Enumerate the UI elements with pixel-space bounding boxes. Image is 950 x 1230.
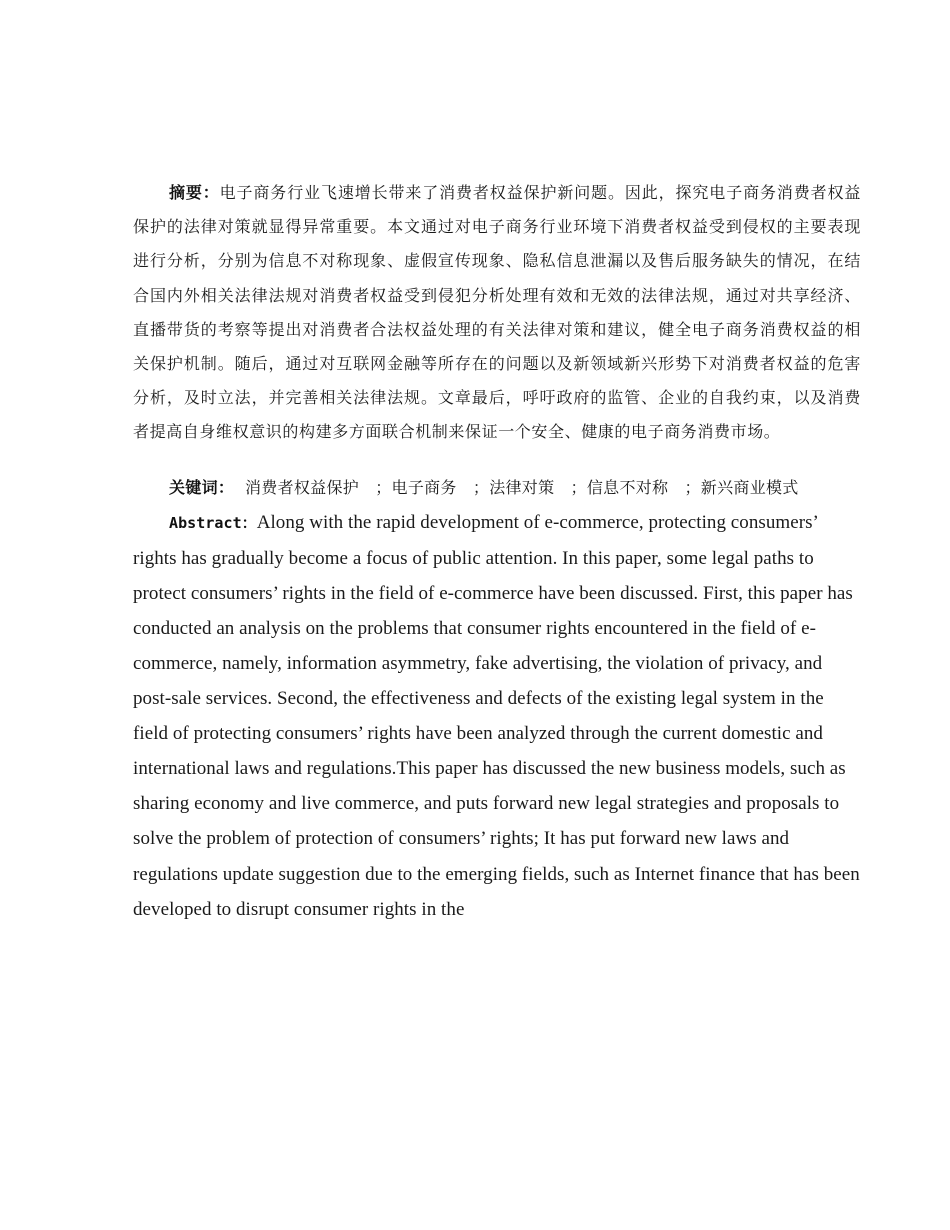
keywords-text: 消费者权益保护 ；电子商务 ；法律对策 ；信息不对称 ；新兴商业模式 xyxy=(234,477,799,497)
english-abstract xyxy=(133,505,861,927)
abstract-section xyxy=(133,176,861,927)
english-abstract-label: Abstract： xyxy=(169,513,257,532)
keywords xyxy=(133,471,861,505)
english-abstract-text: Along with the rapid development of e-commerce, protecting consumers’ rights has gradually become a focus of public attention. In this paper, some legal paths to protect consumers’ rights in the field of e-commerce have been discussed. First, this paper has conducted an analysis on the problems that consumer rights encountered in the field of e-commerce, namely, information asymmetry, fake advertising, the violation of privacy, and post-sale services. Second, the effectiveness and defects of the existing legal system in the field of protecting consumers’ rights have been analyzed through the current domestic and international laws and regulations.This paper has discussed the new business models, such as sharing economy and live commerce, and puts forward new legal strategies and proposals to solve the problem of protection of consumers’ rights; It has put forward new laws and regulations update suggestion due to the emerging fields, such as Internet finance that has been developed to disrupt consumer rights in the xyxy=(133,511,860,920)
keywords-label: 关键词： xyxy=(169,477,235,497)
chinese-abstract-label: 摘要： xyxy=(169,183,220,202)
chinese-abstract-text: 电子商务行业飞速增长带来了消费者权益保护新问题。因此，探究电子商务消费者权益保护的法律对策就显得异常重要。本文通过对电子商务行业环境下消费者权益受到侵权的主要表现进行分析，分别为信息不对称现象、虚假宣传现象、隐私信息泄漏以及售后服务缺失的情况，在结合国内外相关法律法规对消费者权益受到侵犯分析处理有效和无效的法律法规，通过对共享经济、直播带货的考察等提出对消费者合法权益处理的有关法律对策和建议，健全电子商务消费权益的相关保护机制。随后，通过对互联网金融等所存在的问题以及新领域新兴形势下对消费者权益的危害分析，及时立法，并完善相关法律法规。文章最后，呼吁政府的监管、企业的自我约束，以及消费者提高自身维权意识的构建多方面联合机制来保证一个安全、健康的电子商务消费市场。 xyxy=(133,183,861,442)
chinese-abstract xyxy=(133,176,861,450)
